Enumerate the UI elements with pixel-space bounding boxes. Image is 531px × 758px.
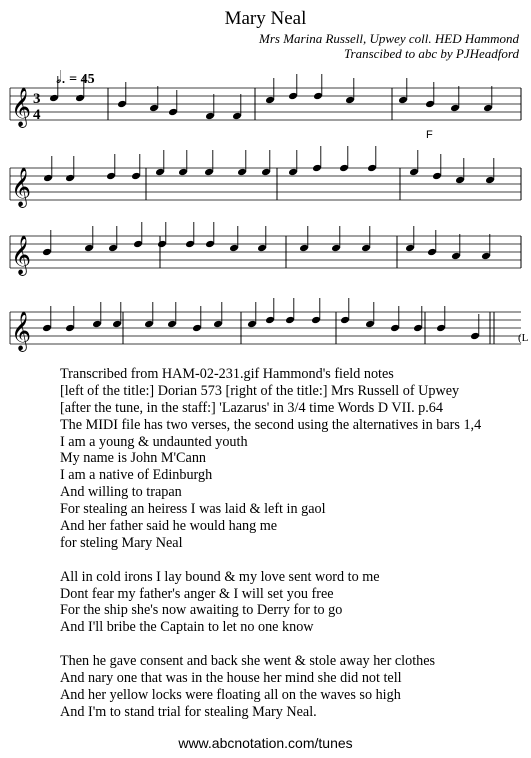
treble-clef-icon: 𝄞 xyxy=(11,167,32,207)
note-line: For the ship she's now awaiting to Derry for to go xyxy=(60,602,343,619)
staff xyxy=(10,146,521,208)
note-line: And nary one that was in the house her mind she did not tell xyxy=(60,670,402,687)
note-line: I am a young & undaunted youth xyxy=(60,433,248,450)
note-line: Transcribed from HAM-02-231.gif Hammond's field notes xyxy=(60,366,394,382)
time-sig-top: 3 xyxy=(33,91,41,107)
note-line: And I'm to stand trial for stealing Mary Neal. xyxy=(60,703,317,720)
note-line: And willing to trapan xyxy=(60,484,182,501)
treble-clef-icon: 𝄞 xyxy=(11,87,32,127)
note-line: I am a native of Edinburgh xyxy=(60,467,213,484)
tune-title: Mary Neal xyxy=(224,8,307,29)
staff xyxy=(10,222,521,276)
chord-symbol: F xyxy=(426,129,433,141)
transcription-notes xyxy=(60,366,481,721)
staff xyxy=(10,298,521,352)
staff xyxy=(10,74,521,128)
treble-clef-icon: 𝄞 xyxy=(11,235,32,275)
dotted-half-note-icon: 𝅗𝅥. xyxy=(56,68,66,87)
staff-systems xyxy=(10,74,521,352)
note-line: And her father said he would hang me xyxy=(60,518,278,535)
lyric-fragment: (L xyxy=(518,332,529,344)
note-line: My name is John M'Cann xyxy=(60,450,207,467)
note-line: [after the tune, in the staff:] 'Lazarus' in 3/4 time Words D VII. p.64 xyxy=(60,399,443,416)
note-line: For stealing an heiress I was laid & left in gaol xyxy=(60,501,326,518)
time-sig-bottom: 4 xyxy=(33,107,41,123)
note-line: for steling Mary Neal xyxy=(60,534,183,551)
note-line: And I'll bribe the Captain to let no one know xyxy=(60,619,314,636)
tempo-value: = 45 xyxy=(69,72,95,87)
stanza-gap xyxy=(60,552,481,569)
composer-credit: Mrs Marina Russell, Upwey coll. HED Hammond xyxy=(259,31,519,46)
transcriber-credit: Transcibed to abc by PJHeadford xyxy=(344,46,519,61)
stanza-gap xyxy=(60,636,481,653)
note-line: The MIDI file has two verses, the second using the alternatives in bars 1,4 xyxy=(60,416,482,433)
note-line: [left of the title:] Dorian 573 [right of the title:] Mrs Russell of Upwey xyxy=(60,382,460,399)
note-line: Dont fear my father's anger & I will set you free xyxy=(60,585,334,602)
treble-clef-icon: 𝄞 xyxy=(11,311,32,351)
note-line: And her yellow locks were floating all on the waves so high xyxy=(60,686,401,703)
note-line: Then he gave consent and back she went & stole away her clothes xyxy=(60,653,436,670)
footer-url[interactable]: www.abcnotation.com/tunes xyxy=(178,735,353,751)
note-line: All in cold irons I lay bound & my love sent word to me xyxy=(60,568,380,585)
music-score xyxy=(0,0,531,360)
score-notation xyxy=(33,91,529,344)
